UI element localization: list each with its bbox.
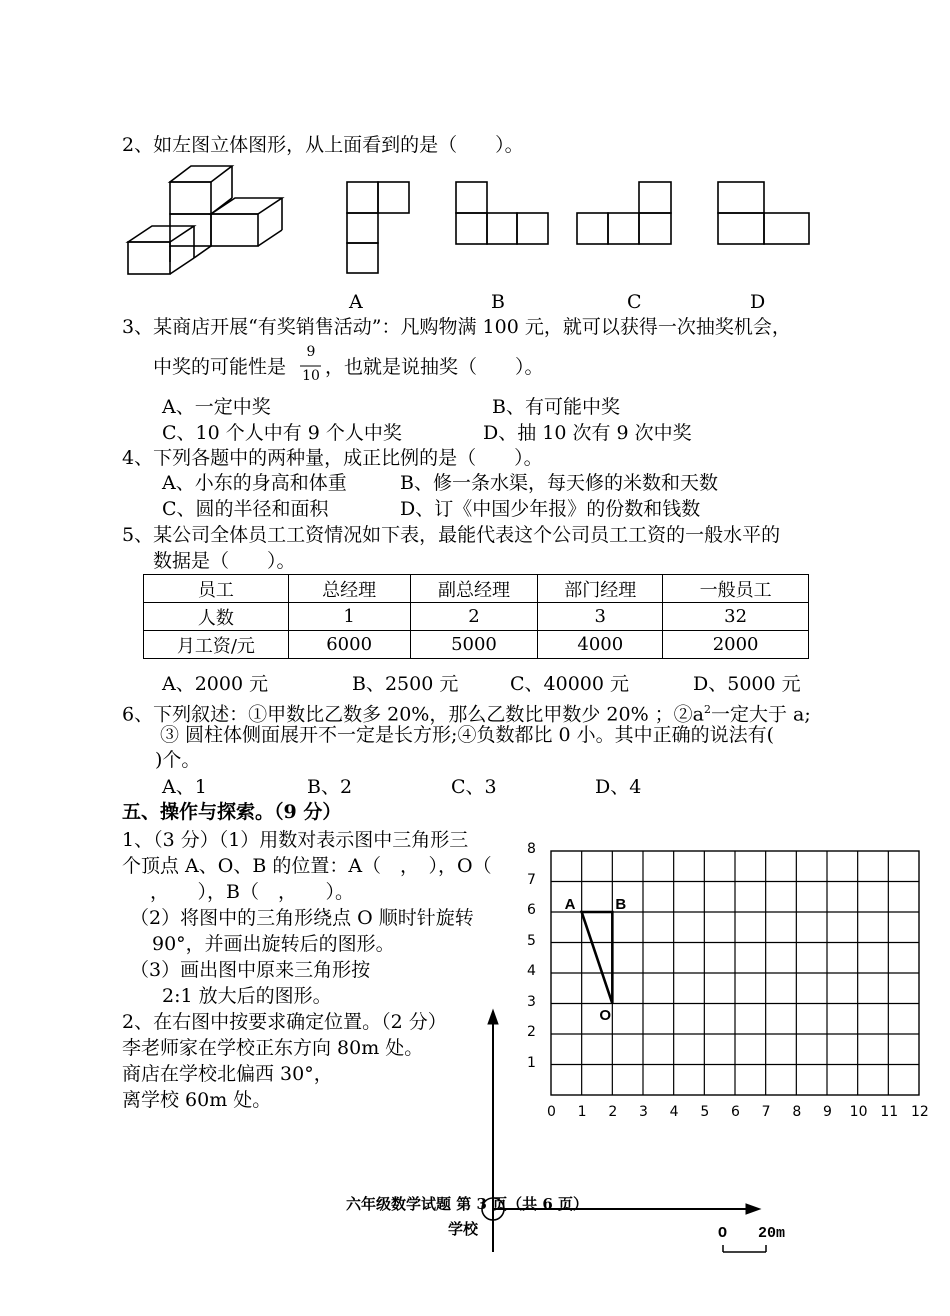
table-cell: 1 [288,603,410,631]
table-cell: 一般员工 [663,575,809,603]
y-axis-tick-label: 8 [527,841,536,857]
option-d-figure [718,182,809,244]
x-axis-tick-label: 1 [577,1104,587,1120]
x-axis-tick-label: 5 [700,1104,710,1120]
x-axis-tick-label: 12 [911,1104,929,1120]
q4-option-b: B、修一条水渠，每天修的米数和天数 [400,472,718,494]
q4-option-a: A、小东的身高和体重 [162,472,347,494]
q4-option-d: D、订《中国少年报》的份数和钱数 [400,498,701,520]
point-b-label: B [615,896,627,913]
y-axis-tick-label: 7 [527,871,536,888]
table-cell: 月工资/元 [144,631,289,659]
y-axis-tick-label: 6 [527,902,536,918]
option-a-label: A [349,291,363,313]
page-footer: 六年级数学试题 第 3 页（共 6 页） [346,1195,588,1213]
table-cell: 4000 [538,631,663,659]
q3-line2-post: ，也就是说抽奖（ ）。 [325,356,544,378]
x-axis-tick-label: 9 [823,1104,832,1120]
option-b-figure [456,182,548,244]
s5-p1-line6: （3）画出图中原来三角形按 [130,959,371,981]
q6-option-d: D、4 [595,776,642,798]
point-a-label: A [564,896,576,913]
q6-line3: )个。 [155,749,201,771]
option-d-label: D [750,291,766,313]
table-row [144,575,809,603]
q5-line1: 5、某公司全体员工工资情况如下表，最能代表这个公司员工工资的一般水平的 [122,524,781,546]
q6-option-a: A、1 [162,776,207,798]
q5-option-a: A、2000 元 [162,673,269,695]
q6-option-b: B、2 [307,776,353,798]
x-axis-tick-label: 0 [547,1104,556,1120]
s5-p1-line5: 90°，并画出旋转后的图形。 [152,933,395,955]
q6-line1-b: 一定大于 a; [711,703,811,726]
x-axis-tick-label: 10 [849,1104,868,1120]
q4-text: 4、下列各题中的两种量，成正比例的是（ ）。 [122,447,543,469]
option-c-label: C [627,291,642,313]
y-axis-tick-label: 1 [527,1054,536,1071]
x-axis-tick-label: 6 [731,1104,740,1120]
x-axis-tick-label: 4 [669,1104,679,1120]
fraction-numerator: 9 [306,344,316,360]
s5-p2-line1: 2、在右图中按要求确定位置。（2 分） [122,1011,447,1033]
s5-p2-line3: 商店在学校北偏西 30°， [122,1063,333,1085]
q6-line1-a: 6、下列叙述：①甲数比乙数多 20%，那么乙数比甲数少 20% ；②a [122,703,704,726]
fraction-denominator: 10 [302,368,320,384]
table-cell: 2 [410,603,538,631]
q6-superscript: 2 [704,703,711,716]
q3-option-a: A、一定中奖 [162,396,271,418]
q6-line2: ③ 圆柱体侧面展开不一定是长方形;④负数都比 0 小。其中正确的说法有( [160,724,775,746]
q4-option-c: C、圆的半径和面积 [162,498,329,520]
triangle-AOB [582,912,613,1004]
x-axis-tick-label: 2 [608,1104,618,1120]
q5-option-d: D、5000 元 [693,673,801,695]
option-c-figure [577,182,671,244]
table-row [144,631,809,659]
table-cell: 32 [663,603,809,631]
point-o-label: O [599,1006,611,1024]
s5-p1-line4: （2）将图中的三角形绕点 O 顺时针旋转 [130,907,474,929]
x-axis-tick-label: 7 [761,1104,771,1120]
option-a-figure [347,182,409,273]
q6-option-c: C、3 [451,776,497,798]
section5-title: 五、操作与探索。（9 分） [122,801,342,823]
q5-line2: 数据是（ ）。 [153,550,296,572]
s5-p1-line2: 个顶点 A、O、B 的位置：A（ ， ），O（ [122,855,492,877]
y-axis-tick-label: 2 [527,1024,536,1040]
q3-option-b: B、有可能中奖 [492,396,620,418]
q3-option-c: C、10 个人中有 9 个人中奖 [162,422,402,444]
coordinate-grid [551,851,919,1095]
x-axis-tick-label: 8 [792,1104,802,1120]
salary-table [143,574,809,659]
q3-option-d: D、抽 10 次有 9 次中奖 [483,422,692,444]
table-cell: 3 [538,603,663,631]
table-cell: 员工 [144,575,289,603]
s5-p1-line7: 2:1 放大后的图形。 [162,985,332,1007]
s5-p1-line3: ， ），B（ ， ）。 [150,881,354,903]
table-cell: 2000 [663,631,809,659]
table-cell: 人数 [144,603,289,631]
scale-distance-label: 20m [758,1225,786,1242]
table-cell: 6000 [288,631,410,659]
table-cell: 总经理 [288,575,410,603]
y-axis-tick-label: 4 [527,963,536,979]
solid-figure [128,166,282,274]
s5-p2-line4: 离学校 60m 处。 [122,1089,272,1111]
school-label: 学校 [448,1220,479,1238]
table-cell: 部门经理 [538,575,663,603]
x-axis-tick-label: 3 [639,1104,648,1120]
q3-line2-pre: 中奖的可能性是 [153,356,287,378]
y-axis-tick-label: 3 [527,993,536,1010]
option-b-label: B [491,291,505,313]
table-cell: 5000 [410,631,538,659]
y-axis-tick-label: 5 [527,932,536,949]
q5-option-c: C、40000 元 [510,673,630,695]
q5-option-b: B、2500 元 [352,673,459,695]
x-axis-tick-label: 11 [880,1104,899,1120]
q3-line1: 3、某商店开展“有奖销售活动”：凡购物满 100 元，就可以获得一次抽奖机会， [122,316,791,338]
table-row [144,603,809,631]
s5-p2-line2: 李老师家在学校正东方向 80m 处。 [122,1037,424,1059]
q2-text: 2、如左图立体图形，从上面看到的是（ ）。 [122,134,524,156]
s5-p1-line1: 1、（3 分）（1）用数对表示图中三角形三 [122,829,469,851]
scale-zero-label: O [718,1225,728,1242]
table-cell: 副总经理 [410,575,538,603]
